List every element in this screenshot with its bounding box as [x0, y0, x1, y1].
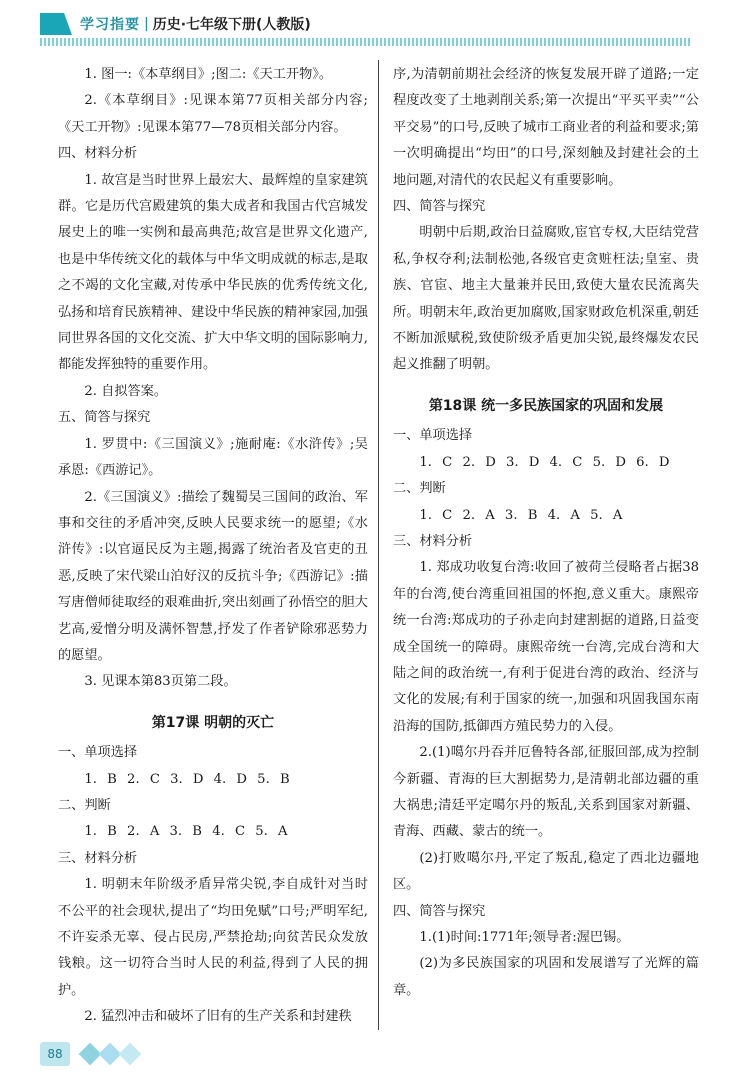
section-heading: 三、材料分析 — [58, 850, 138, 866]
section-heading: 四、材料分析 — [58, 146, 138, 162]
lesson-title: 第18课 统一多民族国家的巩固和发展 — [428, 397, 664, 414]
column-divider — [378, 60, 379, 1030]
section-heading: 四、简答与探究 — [393, 199, 486, 215]
answer-list: 1. C 2. A 3. B 4. A 5. A — [419, 507, 623, 523]
section-heading: 四、简答与探究 — [393, 903, 486, 919]
header-tab-shape — [40, 13, 72, 35]
section-heading: 二、判断 — [393, 481, 446, 497]
paragraph: 2.(1)噶尔丹吞并厄鲁特各部,征服回部,成为控制今新疆、青海的巨大割据势力,是清朝北部边疆的重大祸患;清廷平定噶尔丹的叛乱,关系到国家对新疆、青海、西藏、蒙古的统一。 — [393, 745, 699, 840]
paragraph: 1. 罗贯中:《三国演义》;施耐庵:《水浒传》;吴承恩:《西游记》。 — [58, 436, 368, 479]
paragraph: (2)为多民族国家的巩固和发展谱写了光辉的篇章。 — [393, 956, 699, 998]
section-heading: 二、判断 — [58, 797, 111, 813]
paragraph: 1.(1)时间:1771年;领导者:渥巴锡。 — [419, 930, 630, 945]
paragraph: 2. 猛烈冲击和破坏了旧有的生产关系和封建秩 — [84, 1009, 352, 1025]
section-heading: 一、单项选择 — [58, 745, 138, 761]
right-column — [393, 62, 699, 1004]
paragraph: 2. 自拟答案。 — [84, 383, 168, 399]
section-heading: 三、材料分析 — [393, 533, 473, 549]
series-title: 学习指要 — [80, 17, 140, 33]
header-rule — [40, 38, 692, 46]
paragraph: 2.《三国演义》:描绘了魏蜀吴三国间的政治、军事和交往的矛盾冲突,反映人民要求统一的愿望;《水浒传》:以官逼民反为主题,揭露了统治者及官吏的丑恶,反映了宋代梁山泊好汉的反抗斗争;《西游记》:描写唐僧师徒取经的艰难曲折,突出刻画了孙悟空的胆大艺高,爱憎分明及满怀智慧,抒发了作者铲除邪恶势力的愿望。 — [58, 489, 368, 663]
paragraph: 序,为清朝前期社会经济的恢复发展开辟了道路;一定程度改变了土地剥削关系;第一次提出“平买平卖”“公平交易”的口号,反映了城市工商业者的利益和要求;第一次明确提出“均田”的口号,深刻触及封建社会的土地问题,对清代的农民起义有重要影响。 — [393, 67, 699, 188]
section-heading: 一、单项选择 — [393, 428, 473, 444]
paragraph: 1. 明朝末年阶级矛盾异常尖锐,李自成针对当时不公平的社会现状,提出了“均田免赋”口号;严明军纪,不许妄杀无辜、侵占民房,严禁抢劫;向贫苦民众发放钱粮。这一切符合当时人民的利益,得到了人民的拥护。 — [58, 877, 368, 998]
spacer — [58, 696, 368, 704]
header-bar — [40, 14, 692, 34]
lesson-title: 第17课 明朝的灭亡 — [151, 714, 275, 731]
paragraph: 1. 图一:《本草纲目》;图二:《天工开物》。 — [84, 67, 333, 82]
page-header — [0, 0, 750, 56]
page-footer — [40, 1038, 200, 1072]
answer-list: 1. B 2. C 3. D 4. D 5. B — [84, 771, 290, 787]
paragraph: 1. 故宫是当时世界上最宏大、最辉煌的皇家建筑群。它是历代宫殿建筑的集大成者和我国古代宫城发展史上的唯一实例和最高典范;故宫是世界文化遗产,也是中华传统文化的载体与中华文明成就的标志,是取之不竭的文化宝藏,对传承中华民族的优秀传统文化,弘扬和培育民族精神、建设中华民族的精神家园,加强同世界各国的文化交流、扩大中华文明的国际影响力,都能发挥独特的重要作用。 — [58, 172, 368, 373]
book-title: 历史·七年级下册(人教版) — [152, 17, 311, 33]
answer-list: 1. C 2. D 3. D 4. C 5. D 6. D — [419, 454, 670, 470]
paragraph: 3. 见课本第83页第二段。 — [84, 674, 237, 690]
header-separator: | — [144, 16, 149, 32]
page-number: 88 — [40, 1042, 70, 1066]
paragraph: 2.《本草纲目》:见课本第77页相关部分内容;《天工开物》:见课本第77—78页相关部分内容。 — [58, 93, 368, 135]
decor-diamond — [119, 1043, 142, 1066]
section-heading: 五、简答与探究 — [58, 410, 151, 426]
answer-list: 1. B 2. A 3. B 4. C 5. A — [84, 824, 288, 840]
left-column — [58, 62, 368, 1031]
paragraph: (2)打败噶尔丹,平定了叛乱,稳定了西北边疆地区。 — [393, 850, 699, 893]
spacer — [393, 379, 699, 387]
paragraph: 1. 郑成功收复台湾:收回了被荷兰侵略者占据38年的台湾,使台湾重回祖国的怀抱,意义重大。康熙帝统一台湾:郑成功的子孙走向封建割据的道路,日益变成全国统一的障碍。康熙帝统一台湾,完成台湾和大陆之间的政治统一,有利于促进台湾的政治、经济与文化的发展;有利于国家的统一,加强和巩固我国东南沿海的国防,抵御西方殖民势力的入侵。 — [393, 560, 699, 734]
paragraph: 明朝中后期,政治日益腐败,宦官专权,大臣结党营私,争权夺利;法制松弛,各级官吏贪赃枉法;皇室、贵族、官宦、地主大量兼并民田,致使大量农民流离失所。明朝末年,政治更加腐败,国家财政危机深重,朝廷不断加派赋税,致使阶级矛盾更加尖锐,最终爆发农民起义推翻了明朝。 — [393, 225, 699, 373]
